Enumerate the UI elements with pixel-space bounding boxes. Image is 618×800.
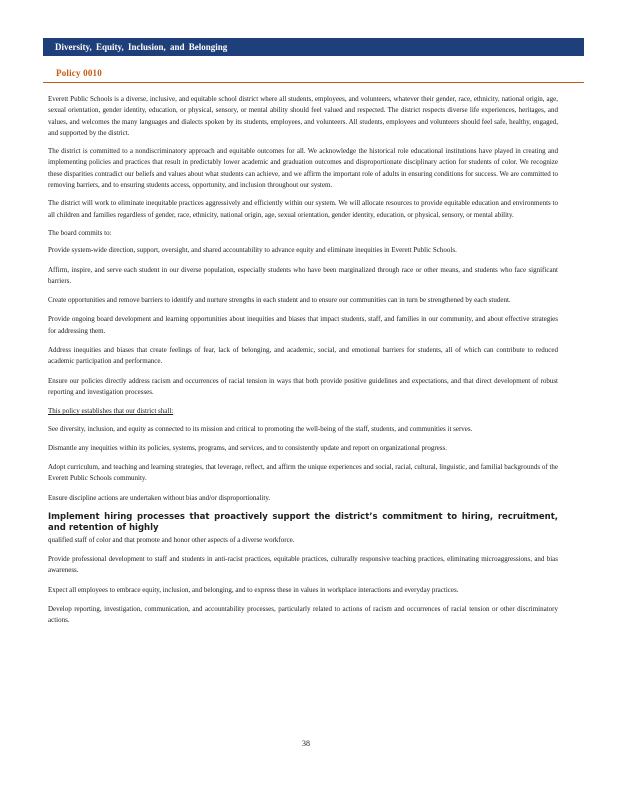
list-item: Ensure our policies directly address racism and occurrences of racial tension in ways that both provide positive guidelines and expectations, and that direct development of robust reporting and investigation processes. (48, 376, 558, 396)
divider (43, 82, 584, 83)
list-item: Affirm, inspire, and serve each student in our diverse population, especially students who have been marginalized through race or other means, and students who face significant barriers. (48, 265, 558, 285)
page-number: 38 (302, 739, 310, 748)
policy-number: Policy 0010 (56, 68, 102, 78)
list-item: Adopt curriculum, and teaching and learning strategies, that leverage, reflect, and affirm the unique experiences and social, racial, cultural, linguistic, and familial backgrounds of the Everett Public Schools community. (48, 463, 558, 483)
hiring-tail: qualified staff of color and that promote and honor other aspects of a diverse workforce. (48, 535, 295, 544)
list-item: See diversity, inclusion, and equity as connected to its mission and critical to promoting the well-being of the staff, students, and communities it serves. (48, 424, 473, 433)
board-commits-label: The board commits to: (48, 228, 112, 237)
policy-body (48, 94, 558, 634)
establishes-label: This policy establishes that our district shall: (48, 407, 174, 416)
policy-title: Diversity, Equity, Inclusion, and Belonging (55, 42, 228, 52)
list-item: Provide system-wide direction, support, oversight, and shared accountability to advance equity and eliminate inequities in Everett Public Schools. (48, 246, 457, 255)
list-item: Expect all employees to embrace equity, inclusion, and belonging, and to express these in values in workplace interactions and everyday practices. (48, 585, 459, 594)
list-item: Dismantle any inequities within its policies, systems, programs, and services, and to consistently update and report on organizational progress. (48, 443, 447, 452)
list-item: Create opportunities and remove barriers to identify and nurture strengths in each student and to ensure our communities can in turn be strengthened by each student. (48, 296, 511, 305)
paragraph: The district is committed to a nondiscriminatory approach and equitable outcomes for all. We acknowledge the historical role educational institutions have played in creating and implementing policies and practices that result in predictably lower academic and graduation outcomes and disproportionate disciplinary action for students of color. We recognize these disparities contradict our beliefs and values about what students can achieve, and we affirm the important role of adults in ensuring conditions for success. We are committed to removing barriers, and to ensuring students access, opportunity, and inclusion throughout our system. (48, 147, 558, 190)
list-item: Address inequities and biases that create feelings of fear, lack of belonging, and academic, social, and emotional barriers for students, all of which can contribute to reduced academic participation and performance. (48, 346, 558, 366)
paragraph: The district will work to eliminate inequitable practices aggressively and efficiently within our system. We will allocate resources to provide equitable education and environments to all children and families regardless of gender, race, ethnicity, national origin, age, sexual orientation, gender identity, education, or physical, sensory, or mental ability. (48, 199, 558, 219)
policy-title-bar (43, 38, 584, 56)
hiring-heading: Implement hiring processes that proactively support the district’s commitment to hiring, recruitment, and retention of highly (48, 512, 558, 534)
list-item: Develop reporting, investigation, communication, and accountability processes, particularly related to actions of racism and occurrences of racial tension or other discriminatory actions. (48, 604, 558, 625)
list-item: Provide professional development to staff and students in anti-racist practices, equitable practices, culturally responsive teaching practices, eliminating microaggressions, and bias awareness. (48, 554, 558, 575)
list-item: Provide ongoing board development and learning opportunities about inequities and biases that impact students, staff, and families in our community, and about effective strategies for addressing them. (48, 315, 558, 335)
list-item-hiring (48, 512, 558, 546)
list-item: Ensure discipline actions are undertaken without bias and/or disproportionality. (48, 493, 271, 502)
paragraph: Everett Public Schools is a diverse, inclusive, and equitable school district where all students, employees, and volunteers, whatever their gender, race, ethnicity, national origin, age, sexual orientation, gender identity, education, or physical, sensory, or mental ability should feel valued and respected. The district respects diverse life experiences, heritages, and values, and welcomes the many languages and dialects spoken by its students, employees, and volunteers. All students, employees and volunteers should feel safe, healthy, engaged, and supported by the district. (48, 95, 558, 137)
